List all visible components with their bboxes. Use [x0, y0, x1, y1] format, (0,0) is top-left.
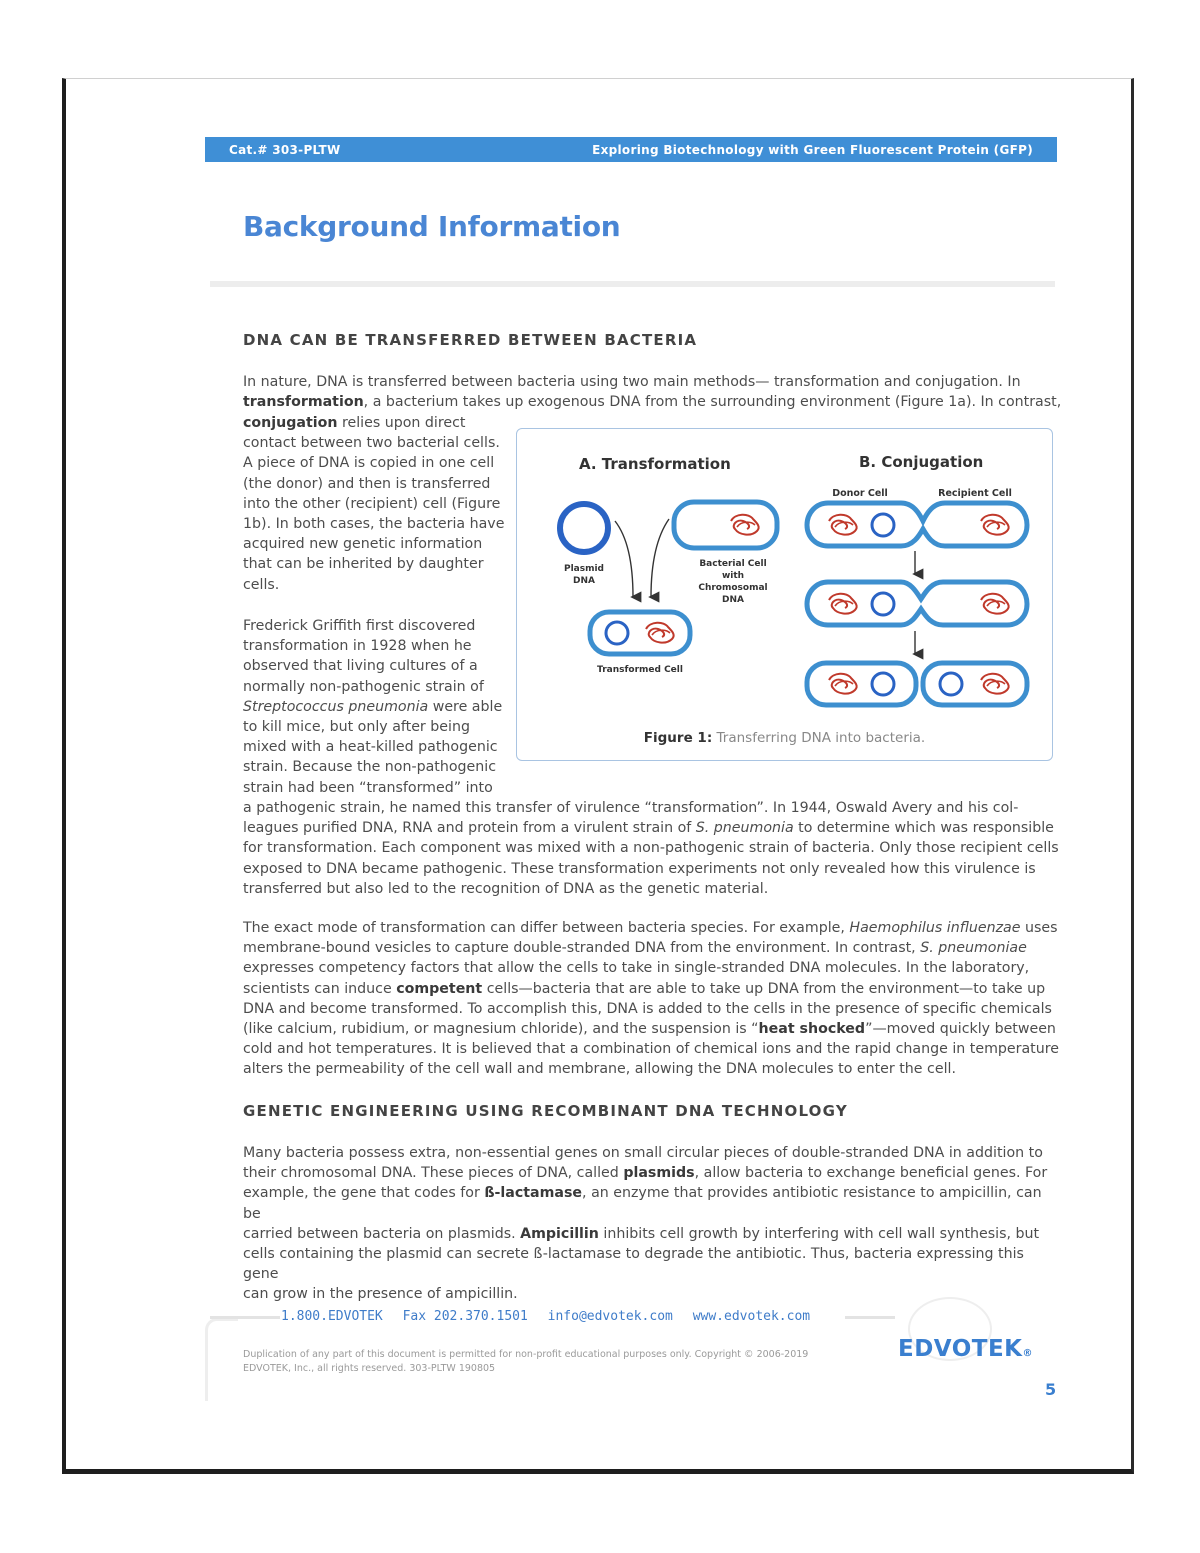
footer-divider-left	[210, 1316, 280, 1319]
email-link[interactable]: info@edvotek.com	[547, 1309, 673, 1324]
section-heading-recombinant: GENETIC ENGINEERING USING RECOMBINANT DNA TECHNOLOGY	[243, 1102, 848, 1120]
label-plasmid-dna: DNA	[573, 576, 595, 586]
label-dna: DNA	[722, 595, 744, 605]
footer-bracket	[205, 1318, 238, 1401]
figure-caption: Figure 1: Transferring DNA into bacteria.	[643, 730, 926, 746]
label-transformation: A. Transformation	[579, 455, 731, 473]
catalog-number: Cat.# 303-PLTW	[229, 142, 341, 157]
bacterial-cell-icon	[674, 502, 777, 548]
paragraph-intro: In nature, DNA is transferred between bacteria using two main methods— transformation and conjugation. In transformation, a bacterium takes up exogenous DNA from the surrounding environment (Figure 1a). In contrast,	[243, 374, 1062, 411]
conjugation-row-2	[807, 582, 1027, 625]
section-heading-transfer: DNA CAN BE TRANSFERRED BETWEEN BACTERIA	[243, 331, 698, 349]
conjugation-row-1	[807, 503, 1027, 546]
footer-contact	[281, 1309, 822, 1324]
edvotek-logo: EDVOTEK®	[898, 1336, 1033, 1362]
conjugation-row-3	[807, 663, 1027, 705]
paragraph-griffith: Frederick Griffith first discovered transformation in 1928 when he observed that living cultures of a normally non-pathogenic strain of Streptococcus pneumonia were able to kill mice, but only after being mixed with a heat-killed pathogenic strain. Because the non-pathogenic strain had been “transformed” into	[243, 618, 503, 796]
page-title: Background Information	[243, 210, 621, 243]
label-with: with	[721, 571, 745, 581]
figure-1	[516, 428, 1053, 761]
copyright-notice: Duplication of any part of this document is permitted for non-profit educational purposes only. Copyright © 2006-2019 EDVOTEK, Inc., all rights reserved. 303-PLTW 190805	[243, 1349, 809, 1374]
paragraph-transformation-mode: The exact mode of transformation can differ between bacteria species. For example, Haemophilus influenzae uses membrane-bound vesicles to capture double-stranded DNA from the environment. In contrast, S. pneumoniae expresses competency factors that allow the cells to take in single-stranded DNA molecules. In the laboratory, scientists can induce competent cells—bacteria that are able to take up DNA from the environment—to take up DNA and become transformed. To accomplish this, DNA is added to the cells in the presence of specific chemicals (like calcium, rubidium, or magnesium chloride), and the suspension is “heat shocked”—moved quickly between cold and hot temperatures. It is believed that a combination of chemical ions and the rapid change in temperature alters the permeability of the cell wall and membrane, allowing the DNA molecules to enter the cell.	[243, 920, 1059, 1078]
label-transformed-cell: Transformed Cell	[597, 665, 683, 675]
label-conjugation: B. Conjugation	[859, 453, 984, 471]
transformed-cell-icon	[590, 612, 690, 654]
label-recipient-cell: Recipient Cell	[938, 488, 1012, 499]
header-bar	[205, 137, 1057, 162]
arrow-plasmid-icon	[615, 521, 633, 597]
paragraph-plasmids: Many bacteria possess extra, non-essential genes on small circular pieces of double-stranded DNA in addition to their chromosomal DNA. These pieces of DNA, called plasmids, allow bacteria to exchange beneficial genes. For example, the gene that codes for ß-lactamase, an enzyme that provides antibiotic resistance to ampicillin, can be carried between bacteria on plasmids. Ampicillin inhibits cell growth by interfering with cell wall synthesis, but cells containing the plasmid can secrete ß-lactamase to degrade the antibiotic. Thus, bacteria expressing this gene can grow in the presence of ampicillin.	[243, 1145, 1048, 1303]
website-link[interactable]: www.edvotek.com	[692, 1309, 811, 1324]
paragraph-avery: a pathogenic strain, he named this transfer of virulence “transformation”. In 1944, Oswald Avery and his col- leagues purified DNA, RNA and protein from a virulent strain of S. pneumonia to determine which was responsible for transformation. Each component was mixed with a non-pathogenic strain of bacteria. Only those recipient cells exposed to DNA became pathogenic. These transformation experiments not only revealed how this virulence is transferred but also led to the recognition of DNA as the genetic material.	[243, 800, 1059, 897]
title-divider	[210, 281, 1055, 287]
fax-number: Fax 202.370.1501	[402, 1309, 528, 1324]
label-donor-cell: Donor Cell	[832, 488, 888, 499]
paragraph-conjugation: conjugation relies upon direct contact between two bacterial cells. A piece of DNA is copied in one cell (the donor) and then is transferred into the other (recipient) cell (Figure 1b). In both cases, the bacteria have acquired new genetic information that can be inherited by daughter cells.	[243, 415, 505, 593]
arrow-cell-icon	[651, 519, 669, 597]
label-chromosomal: Chromosomal	[698, 583, 768, 593]
page-number: 5	[1045, 1380, 1057, 1399]
document-title: Exploring Biotechnology with Green Fluorescent Protein (GFP)	[592, 142, 1033, 157]
footer-divider-right	[845, 1316, 895, 1319]
phone-number: 1.800.EDVOTEK	[281, 1309, 383, 1324]
figure-diagram	[517, 429, 1054, 762]
plasmid-dna-icon	[560, 504, 608, 552]
label-bacterial-cell: Bacterial Cell	[699, 559, 767, 569]
label-plasmid: Plasmid	[563, 564, 605, 574]
